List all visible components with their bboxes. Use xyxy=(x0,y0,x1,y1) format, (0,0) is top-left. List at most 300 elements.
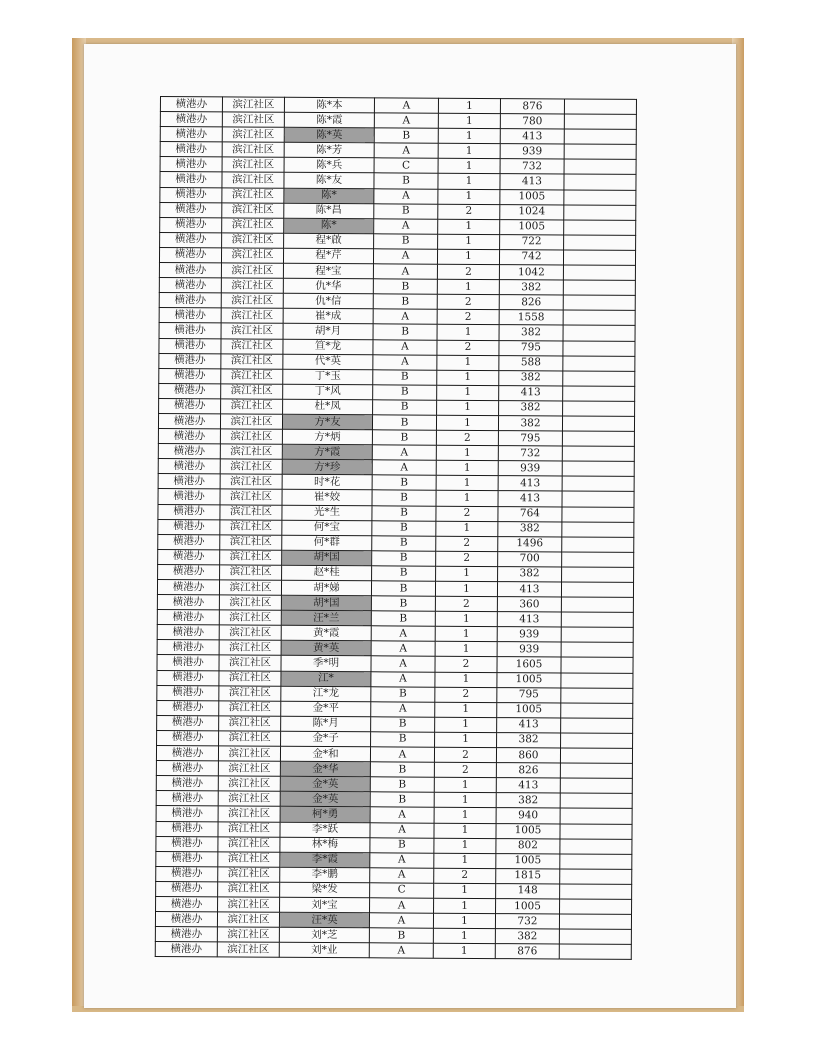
count-cell: 1 xyxy=(433,913,495,928)
community-cell: 滨江社区 xyxy=(220,489,282,504)
count-cell: 1 xyxy=(435,732,497,747)
name-cell: 刘*宝 xyxy=(280,897,370,913)
category-cell: B xyxy=(370,777,434,792)
name-cell: 汪*兰 xyxy=(281,610,371,626)
count-cell: 1 xyxy=(436,415,498,430)
amount-cell: 1005 xyxy=(496,823,560,838)
blank-cell xyxy=(564,129,636,145)
blank-cell xyxy=(563,386,635,402)
blank-cell xyxy=(563,356,635,372)
office-cell: 横港办 xyxy=(159,323,221,338)
community-cell: 滨江社区 xyxy=(220,504,282,519)
community-cell: 滨江社区 xyxy=(219,701,281,716)
count-cell: 1 xyxy=(437,385,499,400)
blank-cell xyxy=(560,808,632,824)
community-cell: 滨江社区 xyxy=(218,897,280,912)
name-cell: 陈*月 xyxy=(281,716,371,732)
office-cell: 横港办 xyxy=(158,549,220,564)
community-cell: 滨江社区 xyxy=(222,233,284,248)
count-cell: 1 xyxy=(437,355,499,370)
category-cell: A xyxy=(373,264,437,279)
name-cell: 仇*信 xyxy=(283,293,373,309)
office-cell: 横港办 xyxy=(160,127,222,142)
community-cell: 滨江社区 xyxy=(220,474,282,489)
name-cell: 代*英 xyxy=(283,354,373,370)
office-cell: 横港办 xyxy=(160,202,222,217)
name-cell: 程*宝 xyxy=(283,263,373,279)
community-cell: 滨江社区 xyxy=(218,791,280,806)
category-cell: B xyxy=(372,536,436,551)
amount-cell: 382 xyxy=(497,733,561,748)
office-cell: 横港办 xyxy=(157,730,219,745)
category-cell: A xyxy=(373,249,437,264)
name-cell: 崔*成 xyxy=(283,309,373,325)
blank-cell xyxy=(562,476,634,492)
count-cell: 1 xyxy=(435,717,497,732)
office-cell: 横港办 xyxy=(158,504,220,519)
community-cell: 滨江社区 xyxy=(221,399,283,414)
category-cell: B xyxy=(373,369,437,384)
amount-cell: 413 xyxy=(499,385,563,400)
category-cell: B xyxy=(371,611,435,626)
count-cell: 1 xyxy=(435,626,497,641)
blank-cell xyxy=(561,597,633,613)
name-cell: 方*炳 xyxy=(282,429,372,445)
office-cell: 横港办 xyxy=(160,232,222,247)
name-cell: 光*生 xyxy=(282,505,372,521)
name-cell: 崔*姣 xyxy=(282,490,372,506)
office-cell: 横港办 xyxy=(156,881,218,896)
category-cell: B xyxy=(372,566,436,581)
category-cell: A xyxy=(370,868,434,883)
community-cell: 滨江社区 xyxy=(217,942,279,957)
office-cell: 横港办 xyxy=(158,474,220,489)
amount-cell: 413 xyxy=(496,778,560,793)
amount-cell: 1558 xyxy=(499,310,563,325)
community-cell: 滨江社区 xyxy=(221,338,283,353)
count-cell: 1 xyxy=(437,249,499,264)
name-cell: 方*珍 xyxy=(282,460,372,476)
count-cell: 2 xyxy=(434,868,496,883)
count-cell: 1 xyxy=(438,143,500,158)
blank-cell xyxy=(562,537,634,553)
name-cell: 汪*英 xyxy=(279,912,369,928)
office-cell: 横港办 xyxy=(158,429,220,444)
amount-cell: 1005 xyxy=(497,702,561,717)
name-cell: 程*芹 xyxy=(283,248,373,264)
category-cell: A xyxy=(373,339,437,354)
amount-cell: 939 xyxy=(498,461,562,476)
amount-cell: 1024 xyxy=(500,204,564,219)
office-cell: 横港办 xyxy=(158,534,220,549)
name-cell: 季*明 xyxy=(281,656,371,672)
community-cell: 滨江社区 xyxy=(221,369,283,384)
amount-cell: 940 xyxy=(496,808,560,823)
category-cell: A xyxy=(370,898,434,913)
office-cell: 横港办 xyxy=(156,776,218,791)
category-cell: B xyxy=(372,551,436,566)
name-cell: 李*霞 xyxy=(280,852,370,868)
blank-cell xyxy=(562,491,634,507)
category-cell: B xyxy=(371,717,435,732)
count-cell: 1 xyxy=(436,476,498,491)
amount-cell: 826 xyxy=(499,295,563,310)
amount-cell: 764 xyxy=(498,506,562,521)
count-cell: 2 xyxy=(436,551,498,566)
amount-cell: 148 xyxy=(496,883,560,898)
blank-cell xyxy=(561,733,633,749)
office-cell: 横港办 xyxy=(157,700,219,715)
name-cell: 陈*友 xyxy=(284,173,374,189)
count-cell: 1 xyxy=(433,943,495,958)
category-cell: A xyxy=(369,913,433,928)
count-cell: 2 xyxy=(438,204,500,219)
amount-cell: 1005 xyxy=(500,189,564,204)
community-cell: 滨江社区 xyxy=(220,550,282,565)
community-cell: 滨江社区 xyxy=(222,97,284,112)
count-cell: 1 xyxy=(438,159,500,174)
community-cell: 滨江社区 xyxy=(218,867,280,882)
name-cell: 胡*娣 xyxy=(281,580,371,596)
category-cell: B xyxy=(370,792,434,807)
category-cell: C xyxy=(374,158,438,173)
community-cell: 滨江社区 xyxy=(218,836,280,851)
office-cell: 横港办 xyxy=(160,187,222,202)
category-cell: B xyxy=(369,928,433,943)
name-cell: 刘*芝 xyxy=(279,927,369,943)
amount-cell: 413 xyxy=(497,582,561,597)
count-cell: 1 xyxy=(434,853,496,868)
table-body xyxy=(155,97,636,960)
office-cell: 横港办 xyxy=(155,942,217,957)
amount-cell: 382 xyxy=(499,325,563,340)
category-cell: A xyxy=(374,113,438,128)
name-cell: 杜*凤 xyxy=(283,399,373,415)
community-cell: 滨江社区 xyxy=(219,670,281,685)
office-cell: 横港办 xyxy=(157,655,219,670)
name-cell: 金*子 xyxy=(281,731,371,747)
count-cell: 2 xyxy=(437,294,499,309)
community-cell: 滨江社区 xyxy=(218,852,280,867)
category-cell: A xyxy=(371,626,435,641)
count-cell: 2 xyxy=(434,762,496,777)
name-cell: 陈*芳 xyxy=(284,143,374,159)
name-cell: 陈*本 xyxy=(284,97,374,113)
amount-cell: 382 xyxy=(499,280,563,295)
name-cell: 李*鹏 xyxy=(280,867,370,883)
amount-cell: 1815 xyxy=(496,868,560,883)
community-cell: 滨江社区 xyxy=(222,142,284,157)
blank-cell xyxy=(564,99,636,115)
blank-cell xyxy=(563,280,635,296)
count-cell: 1 xyxy=(438,219,500,234)
office-cell: 横港办 xyxy=(159,398,221,413)
office-cell: 横港办 xyxy=(158,444,220,459)
name-cell: 梁*发 xyxy=(280,882,370,898)
amount-cell: 780 xyxy=(500,114,564,129)
category-cell: B xyxy=(374,173,438,188)
category-cell: B xyxy=(371,732,435,747)
name-cell: 何*群 xyxy=(282,535,372,551)
name-cell: 林*梅 xyxy=(280,837,370,853)
count-cell: 1 xyxy=(434,883,496,898)
name-cell: 金*英 xyxy=(280,776,370,792)
blank-cell xyxy=(559,929,631,945)
office-cell: 横港办 xyxy=(155,912,217,927)
blank-cell xyxy=(559,914,631,930)
category-cell: B xyxy=(372,490,436,505)
office-cell: 横港办 xyxy=(160,112,222,127)
blank-cell xyxy=(562,461,634,477)
blank-cell xyxy=(561,688,633,704)
category-cell: A xyxy=(371,641,435,656)
name-cell: 方*霞 xyxy=(282,444,372,460)
blank-cell xyxy=(564,190,636,206)
count-cell: 1 xyxy=(436,566,498,581)
amount-cell: 742 xyxy=(499,250,563,265)
office-cell: 横港办 xyxy=(157,579,219,594)
blank-cell xyxy=(563,310,635,326)
amount-cell: 732 xyxy=(500,159,564,174)
blank-cell xyxy=(563,250,635,266)
community-cell: 滨江社区 xyxy=(222,218,284,233)
count-cell: 2 xyxy=(435,596,497,611)
blank-cell xyxy=(560,823,632,839)
amount-cell: 732 xyxy=(495,914,559,929)
blank-cell xyxy=(561,642,633,658)
name-cell: 何*宝 xyxy=(282,520,372,536)
name-cell: 黄*英 xyxy=(281,641,371,657)
amount-cell: 382 xyxy=(498,521,562,536)
table-row xyxy=(155,942,631,960)
blank-cell xyxy=(564,144,636,160)
office-cell: 横港办 xyxy=(157,595,219,610)
amount-cell: 939 xyxy=(500,144,564,159)
amount-cell: 860 xyxy=(496,748,560,763)
category-cell: A xyxy=(373,309,437,324)
count-cell: 1 xyxy=(437,370,499,385)
amount-cell: 588 xyxy=(499,355,563,370)
amount-cell: 826 xyxy=(496,763,560,778)
count-cell: 1 xyxy=(437,400,499,415)
community-cell: 滨江社区 xyxy=(221,293,283,308)
category-cell: A xyxy=(373,354,437,369)
amount-cell: 382 xyxy=(498,566,562,581)
count-cell: 2 xyxy=(436,536,498,551)
blank-cell xyxy=(562,552,634,568)
blank-cell xyxy=(561,673,633,689)
blank-cell xyxy=(560,854,632,870)
office-cell: 横港办 xyxy=(158,519,220,534)
office-cell: 横港办 xyxy=(159,308,221,323)
count-cell: 1 xyxy=(434,808,496,823)
blank-cell xyxy=(560,899,632,915)
count-cell: 2 xyxy=(436,506,498,521)
count-cell: 1 xyxy=(438,234,500,249)
office-cell: 横港办 xyxy=(159,263,221,278)
count-cell: 2 xyxy=(437,310,499,325)
community-cell: 滨江社区 xyxy=(220,519,282,534)
blank-cell xyxy=(561,627,633,643)
name-cell: 赵*桂 xyxy=(282,565,372,581)
name-cell: 胡*国 xyxy=(282,550,372,566)
office-cell: 横港办 xyxy=(159,278,221,293)
office-cell: 横港办 xyxy=(158,459,220,474)
amount-cell: 382 xyxy=(499,370,563,385)
category-cell: B xyxy=(374,234,438,249)
office-cell: 横港办 xyxy=(156,896,218,911)
count-cell: 1 xyxy=(438,128,500,143)
blank-cell xyxy=(564,114,636,130)
amount-cell: 939 xyxy=(497,627,561,642)
community-cell: 滨江社区 xyxy=(221,278,283,293)
count-cell: 2 xyxy=(435,687,497,702)
count-cell: 2 xyxy=(435,657,497,672)
community-cell: 滨江社区 xyxy=(219,625,281,640)
blank-cell xyxy=(560,839,632,855)
office-cell: 横港办 xyxy=(156,821,218,836)
category-cell: A xyxy=(370,852,434,867)
office-cell: 横港办 xyxy=(160,217,222,232)
category-cell: A xyxy=(369,943,433,958)
name-cell: 陈*昌 xyxy=(284,203,374,219)
amount-cell: 939 xyxy=(497,642,561,657)
name-cell: 李*跃 xyxy=(280,822,370,838)
blank-cell xyxy=(563,401,635,417)
category-cell: B xyxy=(373,324,437,339)
community-cell: 滨江社区 xyxy=(222,157,284,172)
category-cell: A xyxy=(371,656,435,671)
community-cell: 滨江社区 xyxy=(219,595,281,610)
category-cell: B xyxy=(373,294,437,309)
count-cell: 1 xyxy=(438,174,500,189)
office-cell: 横港办 xyxy=(157,640,219,655)
community-cell: 滨江社区 xyxy=(219,716,281,731)
blank-cell xyxy=(561,718,633,734)
category-cell: B xyxy=(370,837,434,852)
amount-cell: 382 xyxy=(495,929,559,944)
category-cell: B xyxy=(373,385,437,400)
category-cell: B xyxy=(371,596,435,611)
blank-cell xyxy=(564,159,636,175)
blank-cell xyxy=(563,340,635,356)
amount-cell: 413 xyxy=(498,491,562,506)
community-cell: 滨江社区 xyxy=(219,731,281,746)
amount-cell: 413 xyxy=(498,476,562,491)
community-cell: 滨江社区 xyxy=(219,640,281,655)
community-cell: 滨江社区 xyxy=(221,248,283,263)
name-cell: 江* xyxy=(281,671,371,687)
category-cell: A xyxy=(372,460,436,475)
subsidy-table xyxy=(155,96,637,960)
amount-cell: 1042 xyxy=(499,265,563,280)
name-cell: 笪*龙 xyxy=(283,339,373,355)
count-cell: 1 xyxy=(434,777,496,792)
blank-cell xyxy=(562,431,634,447)
amount-cell: 1005 xyxy=(497,672,561,687)
category-cell: A xyxy=(371,671,435,686)
blank-cell xyxy=(564,235,636,251)
blank-cell xyxy=(563,295,635,311)
count-cell: 1 xyxy=(438,189,500,204)
count-cell: 1 xyxy=(438,98,500,113)
amount-cell: 1005 xyxy=(500,219,564,234)
blank-cell xyxy=(561,612,633,628)
category-cell: B xyxy=(372,505,436,520)
name-cell: 丁*风 xyxy=(283,384,373,400)
office-cell: 横港办 xyxy=(156,851,218,866)
community-cell: 滨江社区 xyxy=(220,535,282,550)
count-cell: 1 xyxy=(435,581,497,596)
community-cell: 滨江社区 xyxy=(219,686,281,701)
amount-cell: 382 xyxy=(498,416,562,431)
count-cell: 1 xyxy=(434,838,496,853)
category-cell: A xyxy=(372,445,436,460)
community-cell: 滨江社区 xyxy=(222,112,284,127)
blank-cell xyxy=(561,582,633,598)
office-cell: 横港办 xyxy=(160,97,222,112)
amount-cell: 1605 xyxy=(497,657,561,672)
count-cell: 1 xyxy=(437,325,499,340)
office-cell: 横港办 xyxy=(160,172,222,187)
office-cell: 横港办 xyxy=(156,866,218,881)
count-cell: 2 xyxy=(437,340,499,355)
community-cell: 滨江社区 xyxy=(220,444,282,459)
name-cell: 陈*英 xyxy=(284,127,374,143)
blank-cell xyxy=(563,325,635,341)
category-cell: B xyxy=(371,581,435,596)
office-cell: 横港办 xyxy=(157,625,219,640)
blank-cell xyxy=(561,657,633,673)
name-cell: 仇*华 xyxy=(283,278,373,294)
community-cell: 滨江社区 xyxy=(221,384,283,399)
count-cell: 2 xyxy=(434,747,496,762)
amount-cell: 413 xyxy=(497,717,561,732)
office-cell: 横港办 xyxy=(157,685,219,700)
amount-cell: 700 xyxy=(498,551,562,566)
count-cell: 1 xyxy=(436,521,498,536)
category-cell: B xyxy=(372,520,436,535)
office-cell: 横港办 xyxy=(158,413,220,428)
category-cell: B xyxy=(372,430,436,445)
community-cell: 滨江社区 xyxy=(218,761,280,776)
office-cell: 横港办 xyxy=(160,142,222,157)
count-cell: 1 xyxy=(434,898,496,913)
category-cell: A xyxy=(374,219,438,234)
name-cell: 丁*玉 xyxy=(283,369,373,385)
community-cell: 滨江社区 xyxy=(222,172,284,187)
name-cell: 金*和 xyxy=(280,746,370,762)
count-cell: 2 xyxy=(437,264,499,279)
blank-cell xyxy=(563,371,635,387)
count-cell: 1 xyxy=(435,611,497,626)
community-cell: 滨江社区 xyxy=(220,429,282,444)
category-cell: A xyxy=(374,143,438,158)
office-cell: 横港办 xyxy=(156,836,218,851)
community-cell: 滨江社区 xyxy=(219,655,281,670)
community-cell: 滨江社区 xyxy=(218,806,280,821)
community-cell: 滨江社区 xyxy=(222,127,284,142)
blank-cell xyxy=(560,748,632,764)
amount-cell: 732 xyxy=(498,446,562,461)
amount-cell: 413 xyxy=(500,129,564,144)
amount-cell: 1005 xyxy=(496,853,560,868)
blank-cell xyxy=(562,522,634,538)
office-cell: 横港办 xyxy=(155,927,217,942)
count-cell: 1 xyxy=(435,642,497,657)
community-cell: 滨江社区 xyxy=(219,580,281,595)
amount-cell: 382 xyxy=(496,793,560,808)
